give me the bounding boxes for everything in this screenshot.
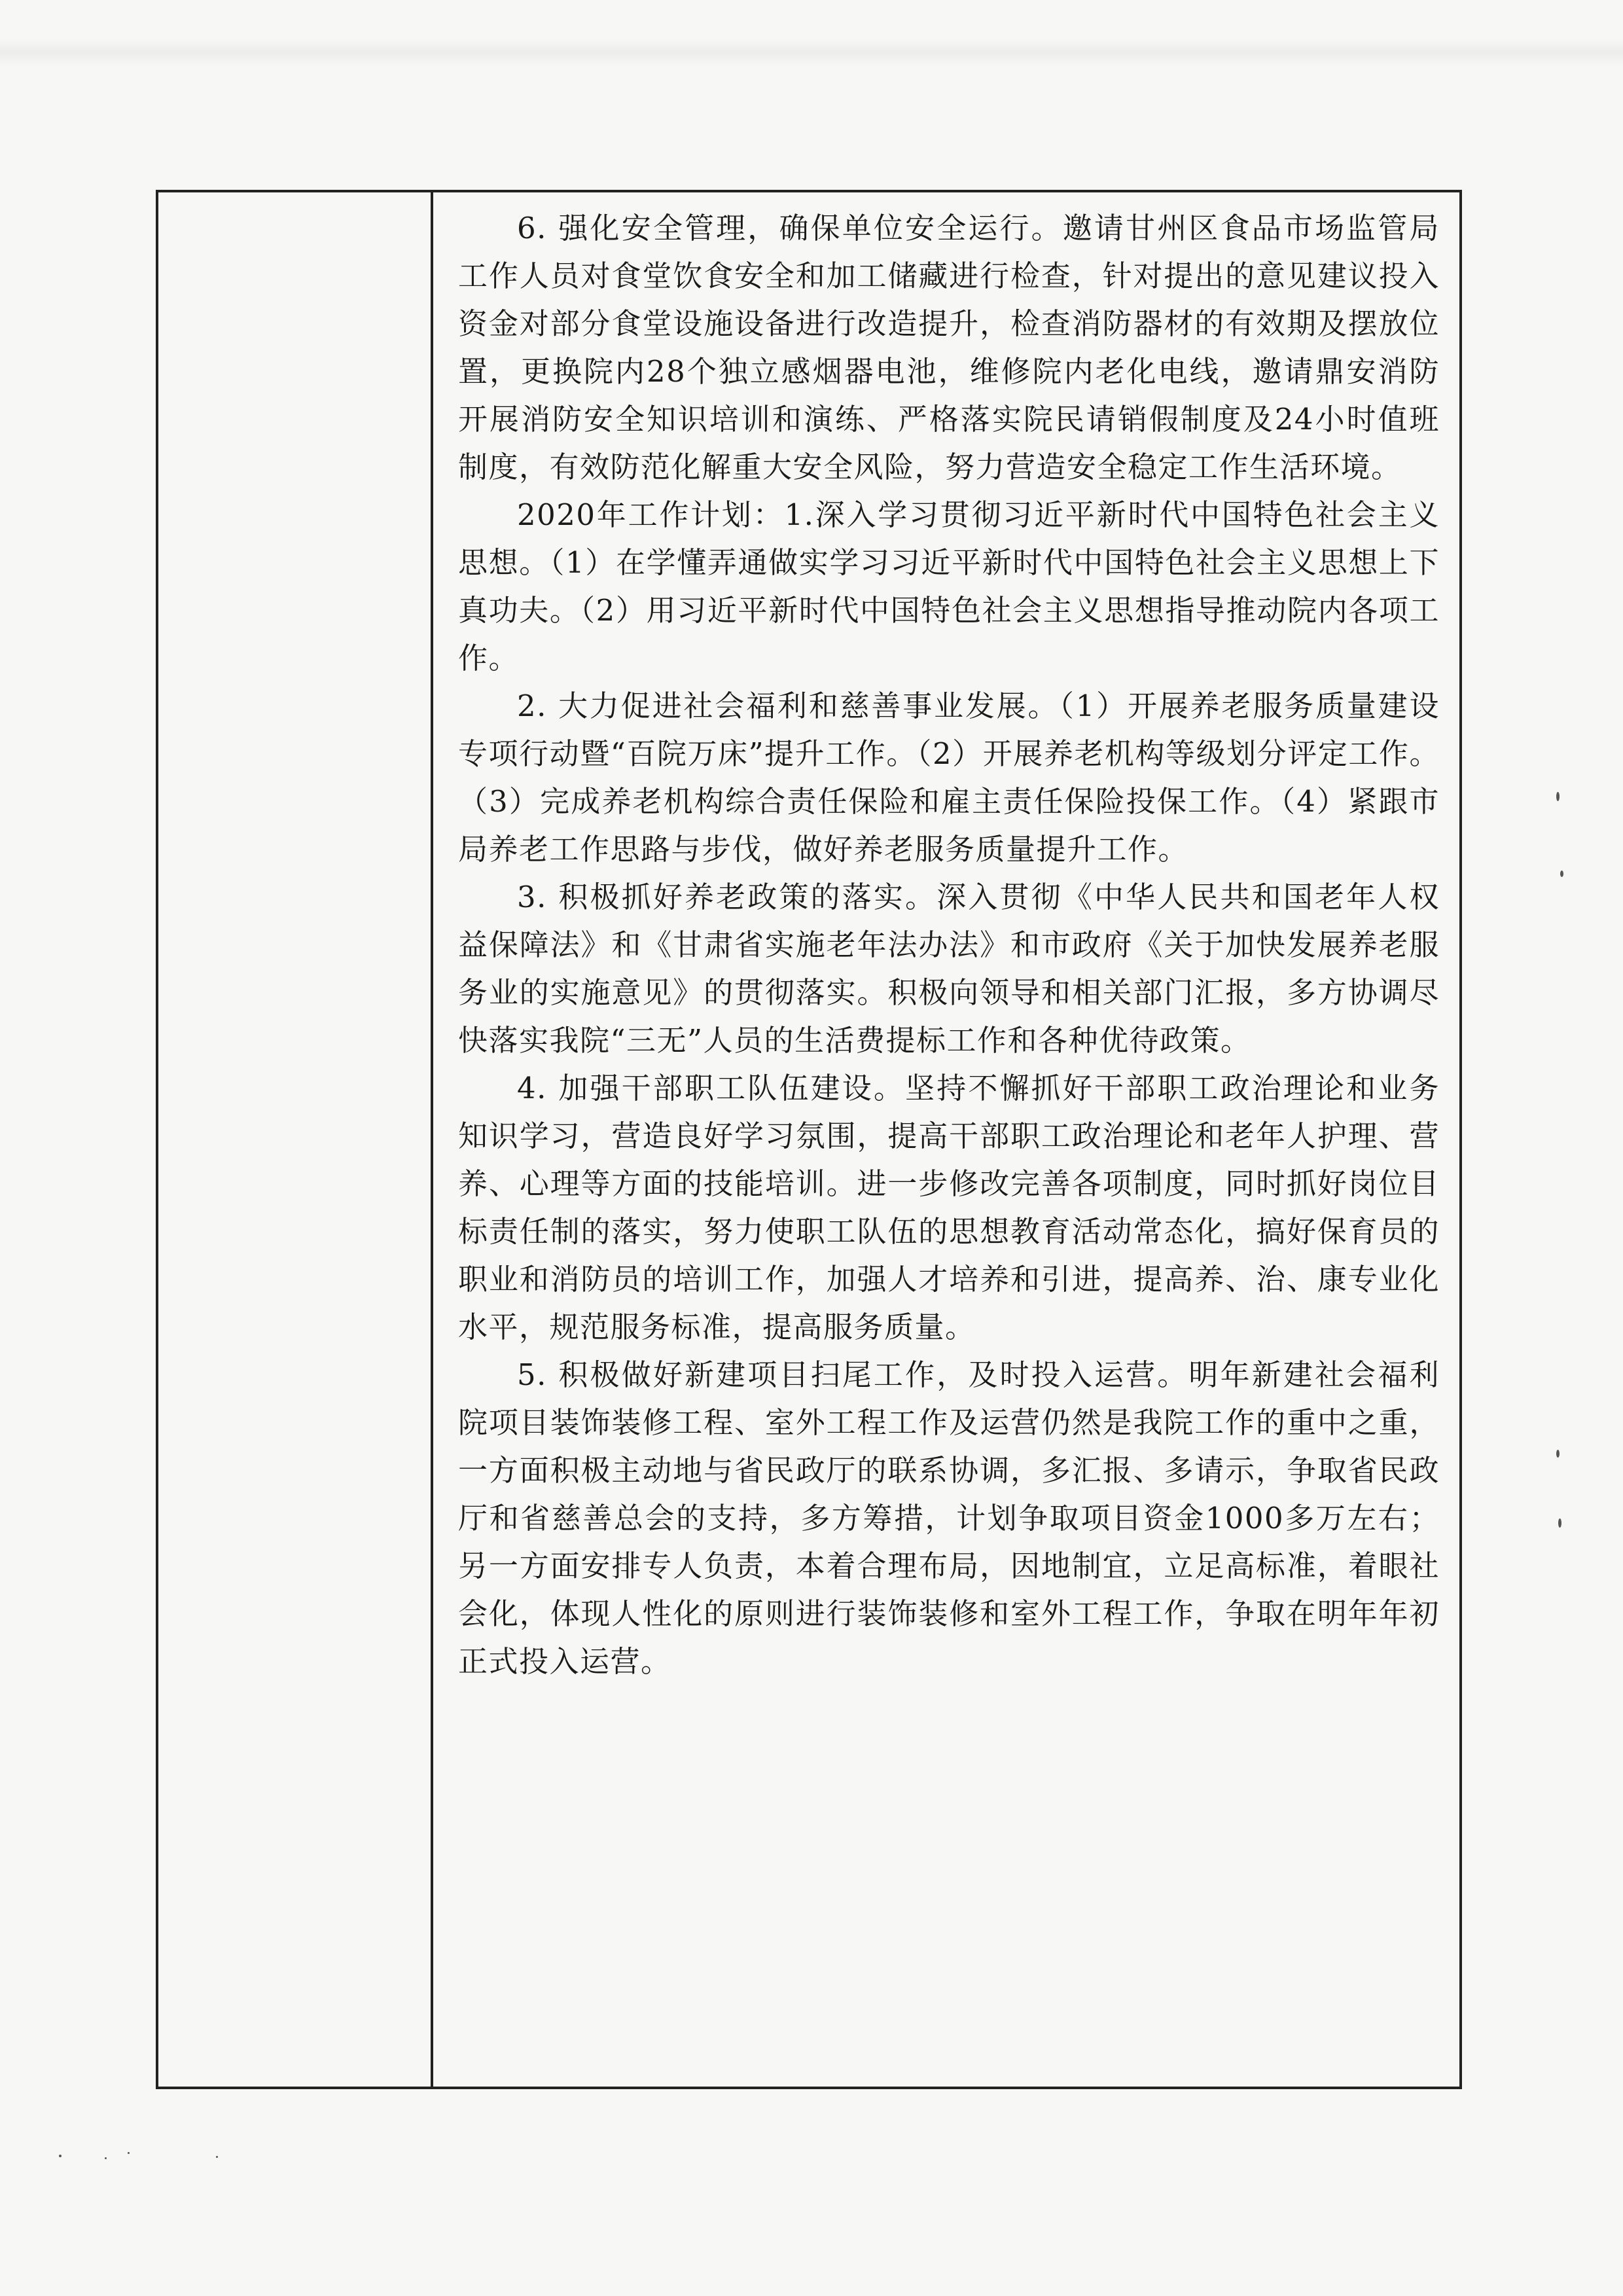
table-label-cell — [158, 192, 433, 2087]
paragraph-work-plan-2020: 2020年工作计划：1.深入学习贯彻习近平新时代中国特色社会主义思想。（1）在学懂弄通做实学习习近平新时代中国特色社会主义思想上下真功夫。（2）用习近平新时代中国特色社会主义思想指导推动院内各项工作。 — [458, 497, 1440, 675]
scan-speck — [1560, 870, 1563, 877]
paragraph-social-welfare: 2. 大力促进社会福利和慈善事业发展。（1）开展养老服务质量建设专项行动暨“百院万床”提升工作。（2）开展养老机构等级划分评定工作。（3）完成养老机构综合责任保险和雇主责任保险投保工作。（4）紧跟市局养老工作思路与步伐，做好养老服务质量提升工作。 — [458, 689, 1440, 867]
scan-speck — [105, 2157, 107, 2159]
table-content-cell — [436, 192, 1459, 2087]
paragraph-staff-building: 4. 加强干部职工队伍建设。坚持不懈抓好干部职工政治理论和业务知识学习，营造良好学习氛围，提高干部职工政治理论和老年人护理、营养、心理等方面的技能培训。进一步修改完善各项制度，同时抓好岗位目标责任制的落实，努力使职工队伍的思想教育活动常态化，搞好保育员的职业和消防员的培训工作，加强人才培养和引进，提高养、治、康专业化水平，规范服务标准，提高服务质量。 — [458, 1071, 1440, 1344]
scan-speck — [1558, 1518, 1561, 1528]
scan-speck — [128, 2152, 130, 2154]
paragraph-elderly-policy: 3. 积极抓好养老政策的落实。深入贯彻《中华人民共和国老年人权益保障法》和《甘肃省实施老年法办法》和市政府《关于加快发展养老服务业的实施意见》的贯彻落实。积极向领导和相关部门汇报，多方协调尽快落实我院“三无”人员的生活费提标工作和各种优待政策。 — [458, 880, 1440, 1058]
report-table — [156, 190, 1462, 2089]
scan-shadow-band — [0, 39, 1623, 65]
scan-speck — [59, 2155, 62, 2157]
scan-speck — [1556, 1450, 1560, 1458]
scan-speck — [1556, 792, 1560, 801]
scan-speck — [216, 2156, 218, 2158]
paragraph-new-project: 5. 积极做好新建项目扫尾工作，及时投入运营。明年新建社会福利院项目装饰装修工程、室外工程工作及运营仍然是我院工作的重中之重，一方面积极主动地与省民政厅的联系协调，多汇报、多请示，争取省民政厅和省慈善总会的支持，多方筹措，计划争取项目资金1000多万左右；另一方面安排专人负责，本着合理布局，因地制宜，立足高标准，着眼社会化，体现人性化的原则进行装饰装修和室外工程工作，争取在明年年初正式投入运营。 — [458, 1357, 1440, 1679]
paragraph-safety-management: 6. 强化安全管理，确保单位安全运行。邀请甘州区食品市场监管局工作人员对食堂饮食安全和加工储藏进行检查，针对提出的意见建议投入资金对部分食堂设施设备进行改造提升，检查消防器材的有效期及摆放位置，更换院内28个独立感烟器电池，维修院内老化电线，邀请鼎安消防开展消防安全知识培训和演练、严格落实院民请销假制度及24小时值班制度，有效防范化解重大安全风险，努力营造安全稳定工作生活环境。 — [458, 211, 1440, 484]
